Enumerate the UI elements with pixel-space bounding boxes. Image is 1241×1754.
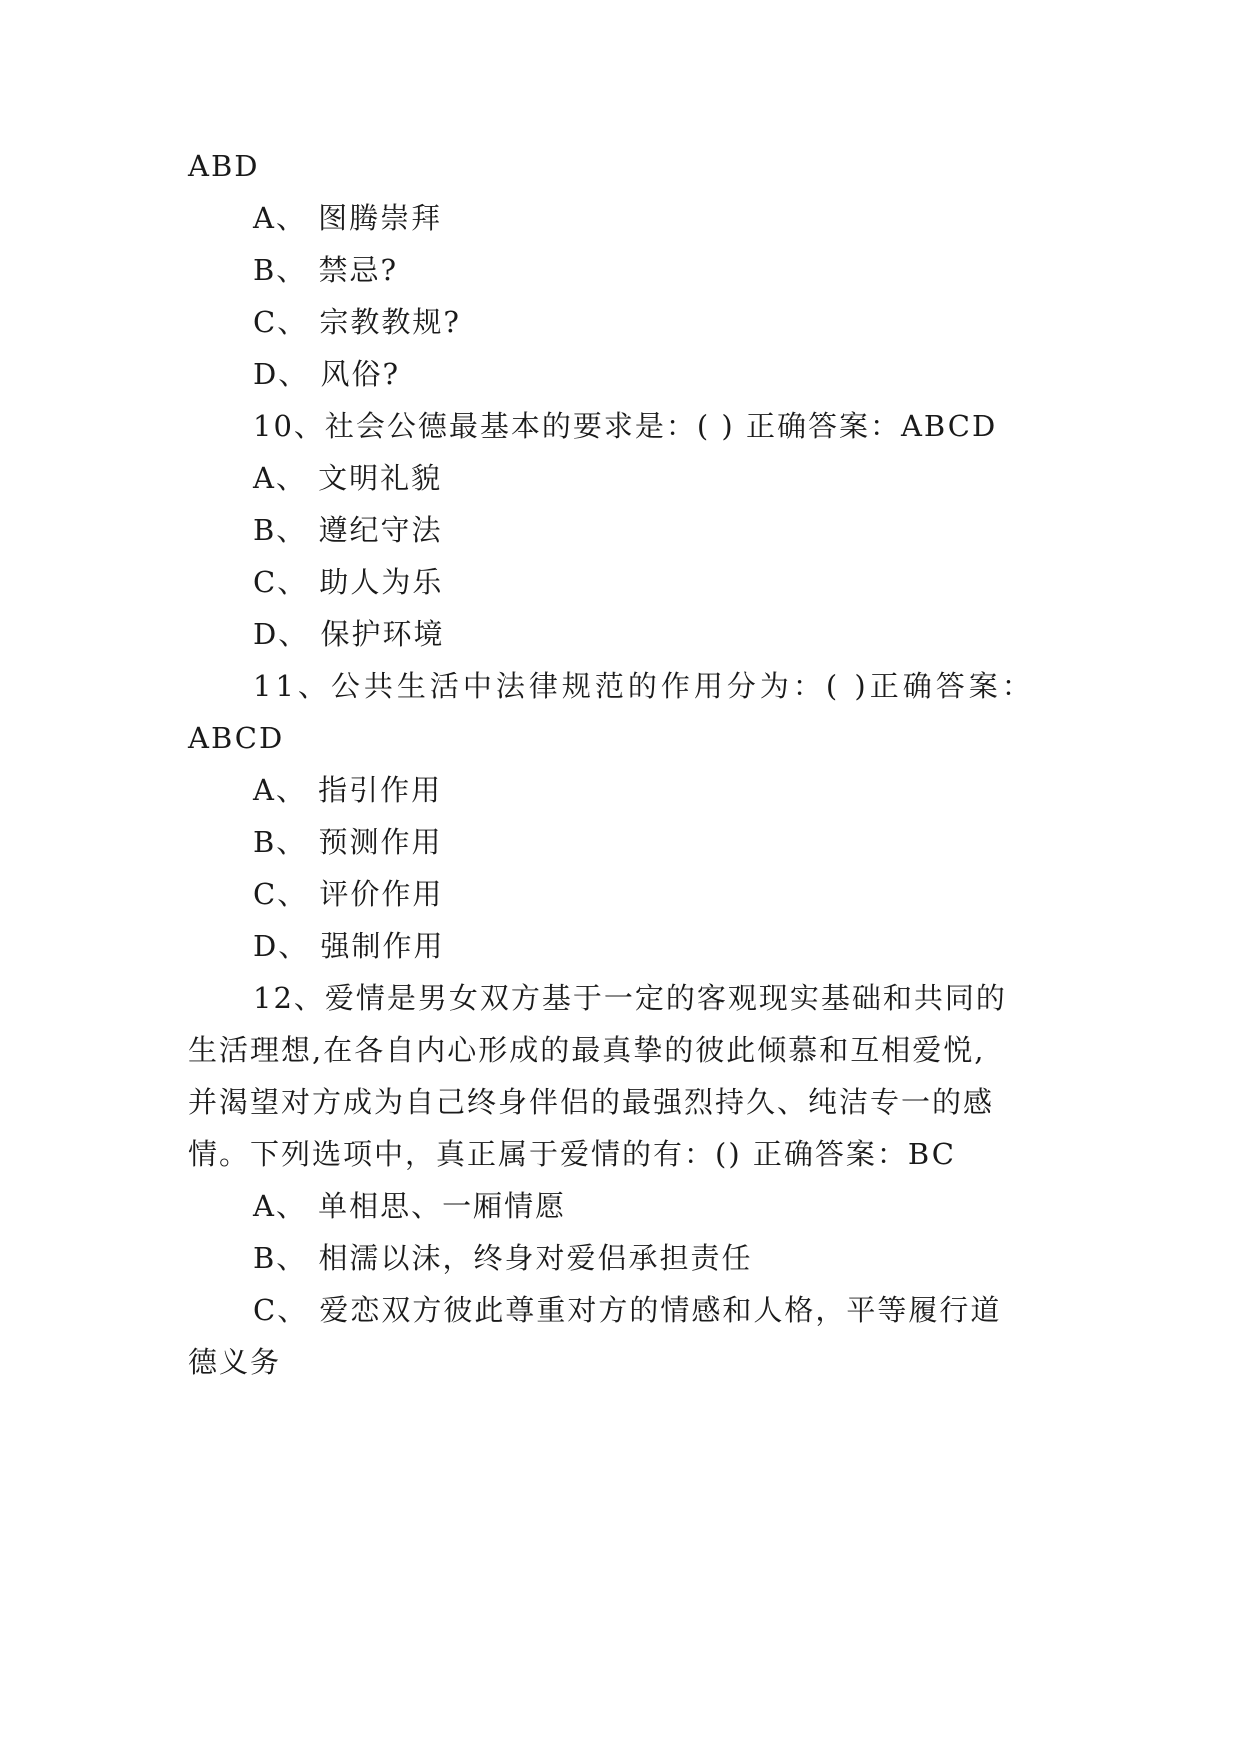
option-c: C、 评价作用 xyxy=(253,877,444,911)
answer-line: ABD xyxy=(188,149,260,183)
option-b: B、 禁忌? xyxy=(253,253,399,287)
option-a: A、 指引作用 xyxy=(253,773,443,807)
option-c-continued: 德义务 xyxy=(188,1345,282,1379)
question-12-text: 生活理想,在各自内心形成的最真挚的彼此倾慕和互相爱悦, xyxy=(188,1033,986,1067)
option-c: C、 宗教教规? xyxy=(253,305,461,339)
option-b: B、 预测作用 xyxy=(253,825,443,859)
option-d: D、 强制作用 xyxy=(253,929,445,963)
option-a: A、 单相思、一厢情愿 xyxy=(253,1189,567,1223)
option-c: C、 助人为乐 xyxy=(253,565,444,599)
option-d: D、 风俗? xyxy=(253,357,401,391)
option-d: D、 保护环境 xyxy=(253,617,445,651)
question-11: 11、公共生活中法律规范的作用分为：( )正确答案： xyxy=(253,669,1035,703)
answer-line: ABCD xyxy=(188,721,285,755)
option-b: B、 遵纪守法 xyxy=(253,513,443,547)
question-12: 12、爱情是男女双方基于一定的客观现实基础和共同的 xyxy=(253,981,1007,1015)
option-b: B、 相濡以沫，终身对爱侣承担责任 xyxy=(253,1241,753,1275)
option-c: C、 爱恋双方彼此尊重对方的情感和人格，平等履行道 xyxy=(253,1293,1002,1327)
option-a: A、 图腾崇拜 xyxy=(253,201,443,235)
question-10: 10、社会公德最基本的要求是：( ) 正确答案：ABCD xyxy=(253,409,998,443)
question-12-text: 情。下列选项中，真正属于爱情的有：() 正确答案：BC xyxy=(188,1137,956,1171)
question-12-text: 并渴望对方成为自己终身伴侣的最强烈持久、纯洁专一的感 xyxy=(188,1085,995,1119)
option-a: A、 文明礼貌 xyxy=(253,461,443,495)
